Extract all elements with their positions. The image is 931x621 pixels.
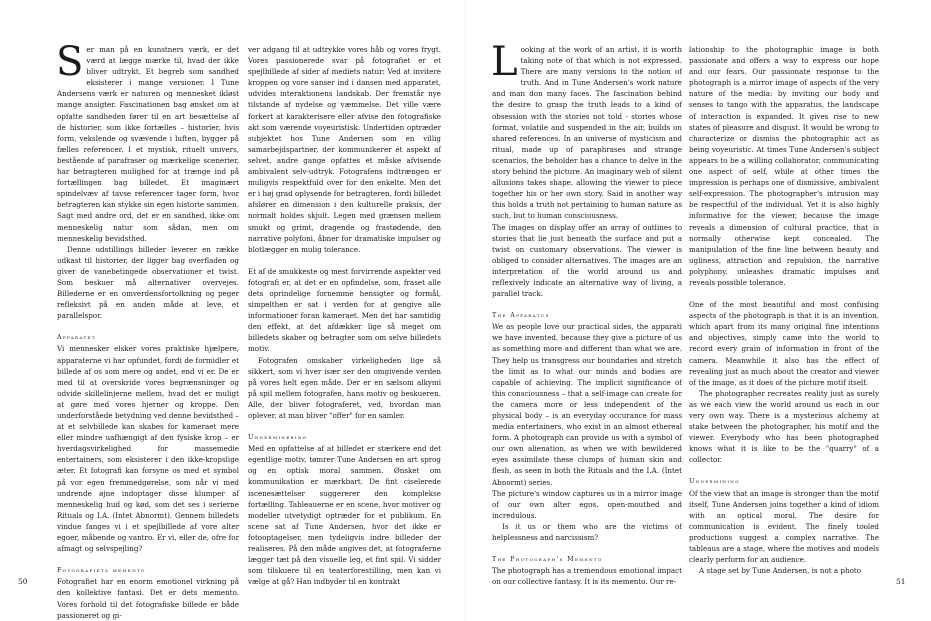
drop-cap: S [56, 39, 84, 85]
body-paragraph: The photograph has a tremendous emotional impact on our collective fantasy. It is its memento. Our re- [492, 566, 682, 587]
intro-text: er man på en kunstners værk, er det værd at lægge mærke til, hvad der ikke bliver udtrykt. Et begreb som sandhed eksisterer i mange versioner. I Tune Andersens værk er naturen og mennesket ikløst mange ansigter. Fascinationen bag ønsket om at opfatte sandheden fører til en art besættelse af de historier, som ikke fortælles – historier, hvis form, vekslende og svævende i luften, bygger på fælles referencer. I et mystisk, rituelt univers, bestående af parafraser og mærkelige scenerier, har betragteren mulighed for at trænge ind på fortællingen bag billedet. Et imaginært spindelvæv af tavse referencer tager form, hvor betragteren kan stykke sin egen historie sammen. Sagt med andre ord, det er en sandhed, ikke om menneskelig natur som sådan, men om menneskelig bevidsthed. [57, 45, 239, 243]
page-number-right: 51 [896, 577, 906, 586]
section-heading-apparatet: Apparatet [57, 334, 96, 342]
intro-text: ooking at the work of an artist, it is worth taking note of that which is not expressed. There are many versions to the notion of truth. And in Tune Andersen's work nature and man don many faces. The fascination behind the desire to grasp the truth leads to a kind of obsession with the stories not told - stories whose format, volatile and suspended in the air, builds on shared references. In an universe of mysticism and ritual, made up of paraphrases and strange scenarios, the beholder has a chance to delve in the story behind the picture. An imaginary web of silent allusions takes shape, allowing the viewer to piece together his or her own story. Said in another way this holds a truth not pertaining to human nature as such, but to human consciousness. [492, 45, 682, 221]
body-paragraph: Fotografen omskaber virkeligheden lige så sikkert, som vi hver især ser den omgivende verden på vores helt egen måde. Der er en sælsom alkymi på spil mellem fotografen, hans motiv og beskueren. Alle, der bliver fotograferet, ved, hvordan man oplever, at man bliver "offer" for en samler. [248, 355, 441, 420]
body-paragraph: The images on display offer an array of outlines to stories that lie just beneath the surface and put a twist on customary observations. The viewer is obliged to consider alternatives. The images are an interpretation of the world around us and reflexively indicate an alternative way of living, a parallel track. [492, 222, 682, 299]
drop-cap: L [491, 39, 518, 85]
body-paragraph: Of the view that an image is stronger than the motif itself, Tune Andersen joins together a kind of idiom with an optical moral. The desire for communication is evident. The finely tooled productions suggest a complex narrative. The tableaus are a stage, where the motives and models clearly perform for an audience. [689, 488, 879, 565]
body-paragraph: Et af de smukkeste og mest forvirrende aspekter ved fotografi er, at det er en opfindelse, som, fraset alle dets oprindelige fornemme hensigter og formål, simpelthen er sat i verden for at gengive alle informationer foran kameraet. Men det har samtidig den effekt, at det afdækker lige så meget om billedets skaber og betragter som om selve billedets motiv. [248, 266, 441, 354]
section-heading-underminering: Underminering [248, 434, 308, 442]
body-paragraph: One of the most beautiful and most confusing aspects of the photograph is that it is an invention, which apart from its many original fine intentions and objectives, simply came into the world to record every grain of information in front of the camera. Meanwhile it also has the effect of revealing just as much about the creator and viewer of the image, as it does of the picture motif itself. [689, 300, 879, 387]
body-paragraph: ver adgang til at udtrykke vores håb og vores frygt. Vores passionerede svar på fotografiet er et spejlbillede af sider af mediets natur: Ved at invitere kroppen og vore sanser ind i dansen med apparatet, udvides interaktionens landskab. Der fremstår nye tilstande af nydelse og væmmelse. Det ville være forkert at karakterisere eller afvise den fotografiske akt som værende voyeuristisk. Undertiden optræder subjektet hos Tune Andersen som en villig samarbejdspartner, der kommunikerer ét aspekt af selvet, andre gange opfattes et måske afvisende ambivalent selv-udtryk. Fotografens indtrængen er muligvis respektfuld over for den enkelte. Men det er i høj grad oplysende for betragteren, fordi billedet afslører en dimension i den kulturelle praksis, der normalt holdes skjult. Legen med grænsen mellem smukt og grimt, dragende og frastødende, den narrative polyfoni, åbner for dramatiske impulser og blotlægger en mulig tolerance. [248, 45, 441, 254]
body-paragraph: A stage set by Tune Andersen, is not a photo [699, 566, 862, 576]
body-paragraph: Med en opfattelse af at billedet er stærkere end det egentlige motiv, tømrer Tune Andersen en art sprog og en optisk moral sammen. Ønsket om kommunikation er mærkbart. De fint ciselerede iscenesættelser suggererer den komplekse fortælling. Tableauerne er en scene, hvor motiver og modeller utvetydigt optræder for et publikum. En scene sat af Tune Andersen, hvor det ikke er fotooptagelser, men tydeligvis indre billeder der realiseres. På den måde angives det, at fotograferne lægger tæt på den visuelle leg, et fint spil. Vi sidder som tilskuere til en teaterforestilling, men kan vi vælge at gå? Han indbyder til en kontrakt [248, 444, 441, 587]
section-heading-apparatus: The Apparatus [492, 312, 550, 320]
gutter [465, 0, 466, 621]
body-paragraph: Fotografiet har en enorm emotionel virkning på den kollektive fantasi. Det er dets memento. Vores forhold til det fotografiske billede er både passioneret og gi- [57, 577, 239, 620]
body-paragraph: lationship to the photographic image is both passionate and offers a way to express our hope and our fears. Our passionate response to the photograph is a mirror image of aspects of the very nature of the media: by inviting our body and senses to tango with the apparatus, the landscape of interaction is expanded. It gives rise to new states of pleasure and disgust. It would be wrong to characterize or dismiss the photographic act as being voyeuristic. At times Tune Andersen's subject appears to be a willing collaborator, communicating one aspect of self, while at other times the impression is perhaps one of dismissive, ambivalent self-expression. The photographer's intrusion may be respectful of the individual. Yet it is also highly informative for the viewer, because the image reveals a dimension of cultural practice, that is normally otherwise kept concealed. The manipulation of the fine line between beauty and ugliness, attraction and repulsion, the narrative polyphony, unleashes dramatic impulses and reveals possible tolerance. [689, 45, 879, 287]
section-heading-memento: Fotografiets memento [57, 567, 146, 575]
section-heading-undermining: Undermining [689, 478, 740, 486]
body-paragraph: Is it us or them who are the victims of helplessness and narcissism? [492, 521, 682, 543]
page-number-left: 50 [18, 577, 28, 586]
body-paragraph: Vi mennesker elsker vores praktiske hjælpere, apparaterne vi har opfundet, fordi de formidler et billede af os som mere og andet, end vi er. De er med til at overskride vores begrænsninger og udvide skillelinjerne mellem, hvad det er muligt at gøre med vores hjerner og kroppe. Den underforståede betydning ved denne bevidsthed – at et selvbillede kan skabes for kameraet mere eller mindre uafhængigt af den fysiske krop – er hverdagsvirkelighed for massemedie entertainers, som eksisterer i den ikke-kropslige æter. Et fotografi kan forsyne os med et symbol på vor egen fremmedgørelse, som når vi med undrende øjne indoptager disse klumper af menneskelig hud og kød, som det ses i serierne Rituals og I.A. (Intet Abnormt). Gennem billedets vindue fanges vi i et spejlbillede af vore alter egoer, måbende og vantro. Er vi, eller de, ofre for afmagt og selvspejling? [57, 344, 239, 554]
intro-paragraph [491, 39, 682, 222]
body-paragraph: The picture's window captures us in a mirror image of our own alter egos, open-mouthed and incredulous. [492, 488, 682, 520]
section-heading-memento: The Photograph's Memento [492, 556, 603, 564]
body-paragraph: We as people love our practical sides, the apparati we have invented, because they give a picture of us as something more and different than what we are. They help us transgress our boundaries and stretch the limit as to what our minds and bodies are capable of achieving. The implicit significance of this consciousness – that a self-image can create for the camera more or less independent of the physical body – is an everyday occurance for mass media entertainers, who exist in an almost ethereal form. A photograph can provide us with a symbol of our own alienation, as when we with bewildered eyes assimilate these clumps of human skin and flesh, as seen in both the Rituals and the I.A. (Intet Abnormt) series. [492, 322, 682, 487]
right-page-column-2 [689, 44, 879, 576]
body-paragraph: Denne udstillings billeder leverer en række udkast til historier, der ligger bag overfladen og giver de vanebetingede observationer et twist. Som beskuer må alternativer overvejes. Billederne er en omverdensfortolkning og peger refleksivt på en anden måde at leve, et parallelspor. [57, 244, 239, 321]
body-paragraph: The photographer recreates reality just as surely as we each view the world around us each in our very own way. There is a mysterious alchemy at stake between the photographer, his motif and the viewer. Everybody who has been photographed knows what it is like to be the "quarry" of a collector. [689, 388, 879, 465]
right-page-column-1 [491, 39, 682, 587]
